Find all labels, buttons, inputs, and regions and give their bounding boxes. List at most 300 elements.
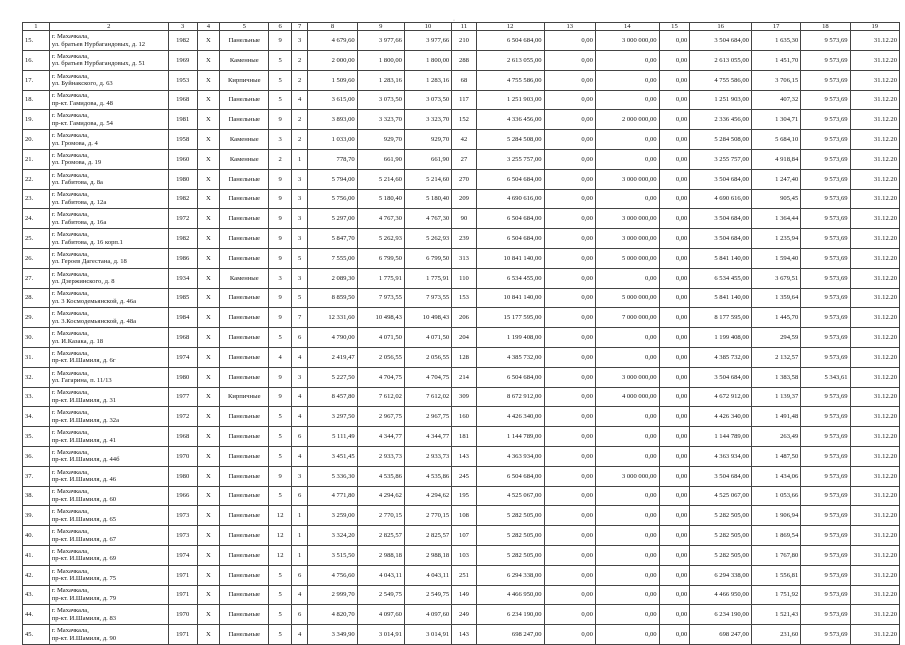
data-cell: Х <box>197 565 220 585</box>
data-cell: 1 556,81 <box>751 565 800 585</box>
data-cell: 0,00 <box>595 427 659 447</box>
row-number-cell: 26. <box>23 248 50 268</box>
data-cell: 1 247,40 <box>751 169 800 189</box>
data-cell: 0,00 <box>659 407 690 427</box>
data-cell: Х <box>197 288 220 308</box>
data-cell: 0,00 <box>544 585 595 605</box>
data-cell: 3 000 000,00 <box>595 31 659 51</box>
data-cell: 2 825,57 <box>404 526 451 546</box>
data-cell: 4 820,70 <box>308 605 357 625</box>
table-row <box>23 169 900 189</box>
data-cell: 4 294,62 <box>357 486 404 506</box>
data-cell: 9 <box>269 367 292 387</box>
data-cell: Каменные <box>220 268 269 288</box>
data-cell: 0,00 <box>659 268 690 288</box>
data-cell: 1 033,00 <box>308 130 357 150</box>
data-cell: 4 <box>291 585 307 605</box>
address-street: пр-кт. И.Шамиля, д. 6г <box>51 357 116 365</box>
address-street: ул. Героев Дагестана, д. 18 <box>51 258 127 266</box>
row-number-cell: 15. <box>23 31 50 51</box>
row-number-cell: 24. <box>23 209 50 229</box>
address-cell <box>49 229 168 249</box>
data-cell: 1 451,70 <box>751 51 800 71</box>
data-cell: Х <box>197 248 220 268</box>
data-cell: Х <box>197 70 220 90</box>
column-number-header: 11 <box>452 23 477 31</box>
row-number-cell: 27. <box>23 268 50 288</box>
data-cell: 1981 <box>168 110 197 130</box>
data-cell: 929,70 <box>357 130 404 150</box>
address-cell <box>49 367 168 387</box>
data-cell: 9 573,69 <box>801 407 850 427</box>
data-cell: 31.12.20 <box>850 427 899 447</box>
data-cell: 2 770,15 <box>357 506 404 526</box>
column-number-header: 3 <box>168 23 197 31</box>
data-cell: 407,32 <box>751 90 800 110</box>
address-city: г. Махачкала, <box>51 508 89 516</box>
data-cell: 3 <box>291 268 307 288</box>
data-cell: 1 <box>291 545 307 565</box>
data-cell: 1 <box>291 526 307 546</box>
data-cell: 31.12.20 <box>850 31 899 51</box>
data-cell: 110 <box>452 268 477 288</box>
data-cell: Панельные <box>220 545 269 565</box>
data-cell: Кирпичные <box>220 70 269 90</box>
data-cell: 6 294 338,00 <box>476 565 544 585</box>
data-cell: Панельные <box>220 506 269 526</box>
address-cell <box>49 51 168 71</box>
data-cell: 6 <box>291 328 307 348</box>
address-city: г. Махачкала, <box>51 171 89 179</box>
data-cell: Каменные <box>220 149 269 169</box>
data-cell: Панельные <box>220 248 269 268</box>
data-cell: 0,00 <box>659 367 690 387</box>
data-cell: 0,00 <box>595 526 659 546</box>
row-number-cell: 18. <box>23 90 50 110</box>
data-cell: 4 344,77 <box>404 427 451 447</box>
address-city: г. Махачкала, <box>51 290 89 298</box>
data-cell: 8 457,80 <box>308 387 357 407</box>
data-cell: 3 000 000,00 <box>595 209 659 229</box>
address-street: ул. братьев Нурбагандовых, д. 51 <box>51 60 146 68</box>
row-number-cell: 33. <box>23 387 50 407</box>
data-cell: 3 000 000,00 <box>595 367 659 387</box>
data-cell: 2 000 000,00 <box>595 110 659 130</box>
row-number-cell: 20. <box>23 130 50 150</box>
data-cell: 1974 <box>168 347 197 367</box>
data-cell: 4 525 067,00 <box>690 486 752 506</box>
address-street: ул. Громова, д. 4 <box>51 139 98 147</box>
row-number-cell: 32. <box>23 367 50 387</box>
data-cell: 4 679,60 <box>308 31 357 51</box>
data-cell: 9 573,69 <box>801 526 850 546</box>
address-street: ул. братьев Нурбагандовых, д. 12 <box>51 40 146 48</box>
data-cell: 0,00 <box>659 70 690 90</box>
table-row <box>23 209 900 229</box>
data-cell: 1 751,92 <box>751 585 800 605</box>
data-cell: Х <box>197 189 220 209</box>
data-cell: 12 <box>269 506 292 526</box>
data-cell: 288 <box>452 51 477 71</box>
data-cell: 0,00 <box>595 328 659 348</box>
data-cell: 5 <box>269 407 292 427</box>
data-cell: 7 <box>291 308 307 328</box>
data-cell: 1 800,00 <box>404 51 451 71</box>
table-row <box>23 268 900 288</box>
data-cell: 7 973,55 <box>357 288 404 308</box>
data-cell: 2 <box>291 70 307 90</box>
data-cell: 2 933,73 <box>404 446 451 466</box>
data-cell: 9 573,69 <box>801 545 850 565</box>
address-cell <box>49 625 168 645</box>
data-cell: 4 704,75 <box>404 367 451 387</box>
address-cell <box>49 387 168 407</box>
column-number-header: 19 <box>850 23 899 31</box>
data-cell: 5 000 000,00 <box>595 248 659 268</box>
data-cell: Панельные <box>220 585 269 605</box>
data-cell: 2 089,30 <box>308 268 357 288</box>
data-cell: 4 043,11 <box>404 565 451 585</box>
data-cell: 3 504 684,00 <box>690 466 752 486</box>
data-cell: 9 <box>269 31 292 51</box>
data-cell: 698 247,00 <box>476 625 544 645</box>
address-cell <box>49 70 168 90</box>
data-cell: 3 615,00 <box>308 90 357 110</box>
address-street: ул. Дзержинского, д. 8 <box>51 278 115 286</box>
data-cell: 108 <box>452 506 477 526</box>
address-street: ул. Габитова, д. 16 корп.1 <box>51 238 123 246</box>
data-cell: Панельные <box>220 526 269 546</box>
data-cell: Панельные <box>220 427 269 447</box>
data-cell: 4 <box>291 90 307 110</box>
data-cell: 1 144 789,00 <box>690 427 752 447</box>
data-cell: 5 282 505,00 <box>690 526 752 546</box>
data-cell: 5 284 508,00 <box>690 130 752 150</box>
data-cell: 4 767,30 <box>357 209 404 229</box>
data-cell: 5 <box>269 565 292 585</box>
data-cell: 3 977,66 <box>357 31 404 51</box>
data-cell: 107 <box>452 526 477 546</box>
data-cell: 4 000 000,00 <box>595 387 659 407</box>
data-cell: 2 988,18 <box>404 545 451 565</box>
data-cell: 3 349,90 <box>308 625 357 645</box>
data-cell: Х <box>197 229 220 249</box>
table-row <box>23 328 900 348</box>
data-cell: 0,00 <box>544 446 595 466</box>
data-cell: 249 <box>452 605 477 625</box>
data-cell: 1984 <box>168 308 197 328</box>
address-cell <box>49 466 168 486</box>
data-cell: 5 111,49 <box>308 427 357 447</box>
row-number-cell: 45. <box>23 625 50 645</box>
data-cell: 1 283,16 <box>404 70 451 90</box>
address-cell <box>49 446 168 466</box>
data-cell: 5 262,93 <box>357 229 404 249</box>
row-number-cell: 30. <box>23 328 50 348</box>
data-cell: 5 282 505,00 <box>476 506 544 526</box>
data-cell: 195 <box>452 486 477 506</box>
data-cell: 5 <box>269 625 292 645</box>
data-cell: 1 199 408,00 <box>476 328 544 348</box>
data-cell: Х <box>197 51 220 71</box>
data-cell: 3 706,15 <box>751 70 800 90</box>
data-cell: 160 <box>452 407 477 427</box>
data-cell: 31.12.20 <box>850 367 899 387</box>
row-number-cell: 31. <box>23 347 50 367</box>
data-cell: 31.12.20 <box>850 229 899 249</box>
data-cell: 1 283,16 <box>357 70 404 90</box>
data-cell: 1971 <box>168 585 197 605</box>
data-cell: 68 <box>452 70 477 90</box>
data-cell: Панельные <box>220 328 269 348</box>
address-city: г. Махачкала, <box>51 567 89 575</box>
table-row <box>23 506 900 526</box>
data-cell: 4 704,75 <box>357 367 404 387</box>
data-cell: 3 014,91 <box>404 625 451 645</box>
address-city: г. Махачкала, <box>51 389 89 397</box>
data-cell: 6 799,50 <box>404 248 451 268</box>
table-row <box>23 110 900 130</box>
data-cell: 9 573,69 <box>801 605 850 625</box>
table-row <box>23 367 900 387</box>
data-cell: 152 <box>452 110 477 130</box>
data-cell: 0,00 <box>659 308 690 328</box>
column-number-header: 6 <box>269 23 292 31</box>
data-cell: 0,00 <box>659 229 690 249</box>
data-cell: 3 014,91 <box>357 625 404 645</box>
data-cell: Х <box>197 149 220 169</box>
data-cell: 9 573,69 <box>801 209 850 229</box>
data-cell: 1 775,91 <box>357 268 404 288</box>
data-cell: 9 573,69 <box>801 229 850 249</box>
data-cell: 313 <box>452 248 477 268</box>
address-city: г. Махачкала, <box>51 191 89 199</box>
data-cell: 0,00 <box>544 506 595 526</box>
data-cell: Х <box>197 506 220 526</box>
address-city: г. Махачкала, <box>51 250 89 258</box>
address-street: пр-кт. И.Шамиля, д. 83 <box>51 614 117 622</box>
data-cell: 2 613 055,00 <box>476 51 544 71</box>
data-cell: 0,00 <box>659 130 690 150</box>
data-cell: 4 071,50 <box>404 328 451 348</box>
data-cell: 1 251 903,00 <box>476 90 544 110</box>
table-row <box>23 526 900 546</box>
address-city: г. Махачкала, <box>51 369 89 377</box>
data-cell: 2 967,75 <box>357 407 404 427</box>
address-city: г. Махачкала, <box>51 151 89 159</box>
data-cell: 1972 <box>168 407 197 427</box>
data-cell: 7 555,00 <box>308 248 357 268</box>
address-street: ул. 3.Космодемьянской, д. 48а <box>51 317 137 325</box>
data-cell: 4 767,30 <box>404 209 451 229</box>
column-number-header: 4 <box>197 23 220 31</box>
table-body <box>23 31 900 645</box>
data-cell: 3 259,00 <box>308 506 357 526</box>
data-cell: 6 <box>291 427 307 447</box>
data-cell: 0,00 <box>595 149 659 169</box>
data-cell: 9 573,69 <box>801 130 850 150</box>
table-row <box>23 545 900 565</box>
address-street: пр-кт. И.Шамиля, д. 60 <box>51 495 117 503</box>
data-cell: 9 573,69 <box>801 466 850 486</box>
data-cell: 661,90 <box>404 149 451 169</box>
data-cell: 1982 <box>168 31 197 51</box>
address-cell <box>49 427 168 447</box>
data-cell: Панельные <box>220 308 269 328</box>
data-cell: 8 859,50 <box>308 288 357 308</box>
data-cell: 0,00 <box>544 268 595 288</box>
data-cell: 9 573,69 <box>801 31 850 51</box>
data-cell: 0,00 <box>659 90 690 110</box>
data-cell: 3 000 000,00 <box>595 169 659 189</box>
address-cell <box>49 407 168 427</box>
data-cell: 3 <box>291 169 307 189</box>
data-cell: 3 <box>291 367 307 387</box>
address-street: пр-кт. И.Шамиля, д. 67 <box>51 535 117 543</box>
address-city: г. Махачкала, <box>51 211 89 219</box>
data-cell: 294,59 <box>751 328 800 348</box>
address-city: г. Махачкала, <box>51 527 89 535</box>
data-cell: 8 672 912,00 <box>476 387 544 407</box>
data-cell: 0,00 <box>544 347 595 367</box>
address-city: г. Махачкала, <box>51 587 89 595</box>
data-cell: 6 504 684,00 <box>476 367 544 387</box>
address-city: г. Махачкала, <box>51 131 89 139</box>
row-number-cell: 16. <box>23 51 50 71</box>
data-cell: 209 <box>452 189 477 209</box>
data-cell: 4 426 340,00 <box>690 407 752 427</box>
row-number-cell: 41. <box>23 545 50 565</box>
data-cell: 6 504 684,00 <box>476 229 544 249</box>
data-cell: 3 893,00 <box>308 110 357 130</box>
data-cell: Каменные <box>220 51 269 71</box>
data-cell: Х <box>197 585 220 605</box>
data-cell: 0,00 <box>544 248 595 268</box>
data-cell: Панельные <box>220 229 269 249</box>
data-cell: 9 573,69 <box>801 446 850 466</box>
data-cell: Панельные <box>220 565 269 585</box>
data-cell: 4 <box>291 387 307 407</box>
data-cell: 0,00 <box>595 625 659 645</box>
data-cell: 4 <box>291 625 307 645</box>
data-cell: 1 144 789,00 <box>476 427 544 447</box>
data-cell: 1968 <box>168 427 197 447</box>
data-cell: 5 282 505,00 <box>690 545 752 565</box>
data-cell: Х <box>197 625 220 645</box>
data-cell: 1 383,58 <box>751 367 800 387</box>
data-cell: 5 841 140,00 <box>690 248 752 268</box>
data-cell: 7 973,55 <box>404 288 451 308</box>
data-cell: 31.12.20 <box>850 248 899 268</box>
data-cell: 9 <box>269 466 292 486</box>
data-cell: Панельные <box>220 446 269 466</box>
row-number-cell: 44. <box>23 605 50 625</box>
data-cell: 4 525 067,00 <box>476 486 544 506</box>
data-cell: 2 549,75 <box>357 585 404 605</box>
address-street: пр-кт. И.Шамиля, д. 65 <box>51 515 117 523</box>
data-cell: Панельные <box>220 625 269 645</box>
row-number-cell: 38. <box>23 486 50 506</box>
row-number-cell: 29. <box>23 308 50 328</box>
column-number-header: 8 <box>308 23 357 31</box>
address-street: ул. Громова, д. 19 <box>51 159 102 167</box>
data-cell: 1 594,40 <box>751 248 800 268</box>
data-cell: 9 573,69 <box>801 51 850 71</box>
address-cell <box>49 90 168 110</box>
data-cell: Панельные <box>220 189 269 209</box>
data-cell: 0,00 <box>659 209 690 229</box>
data-cell: 1934 <box>168 268 197 288</box>
data-cell: 31.12.20 <box>850 288 899 308</box>
data-cell: 4 071,50 <box>357 328 404 348</box>
data-cell: 6 504 684,00 <box>476 466 544 486</box>
data-cell: 6 504 684,00 <box>476 209 544 229</box>
data-cell: 1968 <box>168 90 197 110</box>
address-street: пр-кт. И.Шамиля, д. 90 <box>51 634 117 642</box>
data-cell: 1 767,80 <box>751 545 800 565</box>
data-cell: 0,00 <box>544 31 595 51</box>
data-cell: Х <box>197 545 220 565</box>
data-cell: Х <box>197 268 220 288</box>
data-cell: 5 <box>269 427 292 447</box>
data-cell: 8 177 595,00 <box>690 308 752 328</box>
data-cell: 31.12.20 <box>850 209 899 229</box>
data-cell: 251 <box>452 565 477 585</box>
table-row <box>23 466 900 486</box>
address-street: ул. Габитова, д. 12а <box>51 198 107 206</box>
data-cell: 0,00 <box>659 387 690 407</box>
data-cell: 4 426 340,00 <box>476 407 544 427</box>
data-cell: 0,00 <box>659 31 690 51</box>
table-row <box>23 446 900 466</box>
data-cell: 1971 <box>168 565 197 585</box>
address-cell <box>49 209 168 229</box>
data-cell: 0,00 <box>544 110 595 130</box>
address-city: г. Махачкала, <box>51 428 89 436</box>
data-cell: Панельные <box>220 466 269 486</box>
data-cell: Панельные <box>220 407 269 427</box>
row-number-cell: 43. <box>23 585 50 605</box>
data-cell: 4 466 950,00 <box>690 585 752 605</box>
address-street: пр-кт. Гамидова, д. 48 <box>51 99 113 107</box>
data-cell: 5 284 508,00 <box>476 130 544 150</box>
data-cell: 214 <box>452 367 477 387</box>
data-cell: 2 613 055,00 <box>690 51 752 71</box>
address-street: пр-кт. И.Шамиля, д. 46 <box>51 476 117 484</box>
data-cell: 0,00 <box>659 248 690 268</box>
data-cell: 0,00 <box>544 189 595 209</box>
data-cell: 0,00 <box>544 486 595 506</box>
data-cell: 31.12.20 <box>850 90 899 110</box>
data-cell: 3 <box>291 209 307 229</box>
column-number-row <box>23 23 900 31</box>
data-cell: 4 363 934,00 <box>476 446 544 466</box>
data-cell: 239 <box>452 229 477 249</box>
address-cell <box>49 585 168 605</box>
data-cell: 103 <box>452 545 477 565</box>
data-cell: 0,00 <box>659 110 690 130</box>
data-cell: 153 <box>452 288 477 308</box>
data-cell: 3 <box>291 229 307 249</box>
data-cell: 0,00 <box>595 90 659 110</box>
data-cell: 27 <box>452 149 477 169</box>
data-cell: 3 504 684,00 <box>690 31 752 51</box>
data-cell: 0,00 <box>544 70 595 90</box>
row-number-cell: 35. <box>23 427 50 447</box>
data-cell: 905,45 <box>751 189 800 209</box>
address-cell <box>49 288 168 308</box>
data-cell: Х <box>197 446 220 466</box>
